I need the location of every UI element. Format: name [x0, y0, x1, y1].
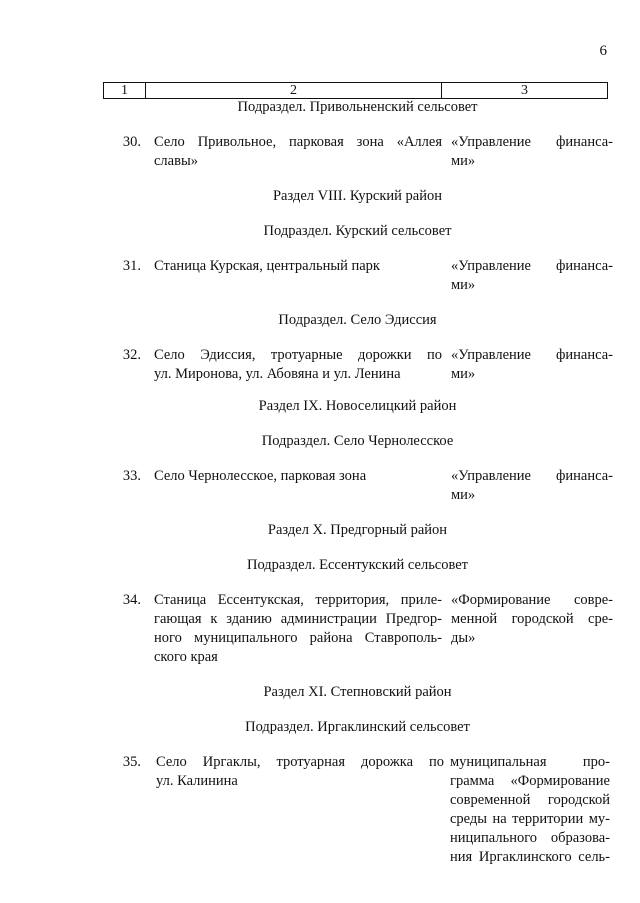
- row-number: 33.: [122, 468, 141, 484]
- row-number: 31.: [122, 258, 141, 274]
- location-cell: Село Чернолесское, парковая зона: [154, 468, 367, 484]
- table-row: [0, 346, 640, 384]
- column-2-header: 2: [146, 83, 442, 99]
- table-row: [0, 133, 640, 171]
- row-number: 30.: [122, 134, 141, 150]
- section-heading: Раздел XI. Степновский район: [263, 684, 452, 700]
- subsection-heading: Подраздел. Курский сельсовет: [263, 223, 452, 239]
- location-cell: Станица Ессентукская, территория, приле- гающая к зданию администрации Предгор- ного муниципального района Ставрополь- ского края: [154, 592, 442, 665]
- program-cell: «Управление финанса- ми»: [451, 134, 613, 169]
- location-cell: Станица Курская, центральный парк: [154, 258, 380, 274]
- row-number: 34.: [122, 592, 141, 608]
- table-row: [0, 591, 640, 667]
- page-number: 6: [599, 43, 607, 59]
- program-cell: «Управление финанса- ми»: [451, 468, 613, 503]
- document-body: [0, 98, 640, 867]
- subsection-heading: Подраздел. Привольненский сельсовет: [237, 99, 478, 115]
- table-row: [0, 467, 640, 505]
- section-heading: Раздел X. Предгорный район: [267, 522, 448, 538]
- column-1-header: 1: [104, 83, 146, 99]
- program-cell: муниципальная про- грамма «Формирование современной городской среды на территории му- ниципального образова- ния Иргаклинского сель-: [450, 754, 610, 865]
- table-header: [103, 82, 608, 99]
- program-cell: «Формирование совре- менной городской сре- ды»: [451, 592, 613, 646]
- subsection-heading: Подраздел. Село Чернолесское: [261, 433, 454, 449]
- subsection-heading: Подраздел. Иргаклинский сельсовет: [245, 719, 470, 735]
- location-cell: Село Привольное, парковая зона «Аллея славы»: [154, 134, 442, 169]
- section-heading: Раздел VIII. Курский район: [272, 188, 442, 204]
- location-cell: Село Эдиссия, тротуарные дорожки по ул. Миронова, ул. Абовяна и ул. Ленина: [154, 347, 442, 382]
- section-heading: Раздел IX. Новоселицкий район: [258, 398, 457, 414]
- column-3-header: 3: [442, 83, 608, 99]
- program-cell: «Управление финанса- ми»: [451, 347, 613, 382]
- subsection-heading: Подраздел. Ессентукский сельсовет: [246, 557, 469, 573]
- program-cell: «Управление финанса- ми»: [451, 258, 613, 293]
- table-row: [0, 257, 640, 295]
- subsection-heading: Подраздел. Село Эдиссия: [278, 312, 437, 328]
- location-cell: Село Иргаклы, тротуарная дорожка по ул. Калинина: [156, 754, 444, 789]
- row-number: 35.: [122, 754, 141, 770]
- row-number: 32.: [122, 347, 141, 363]
- table-row: [0, 753, 640, 867]
